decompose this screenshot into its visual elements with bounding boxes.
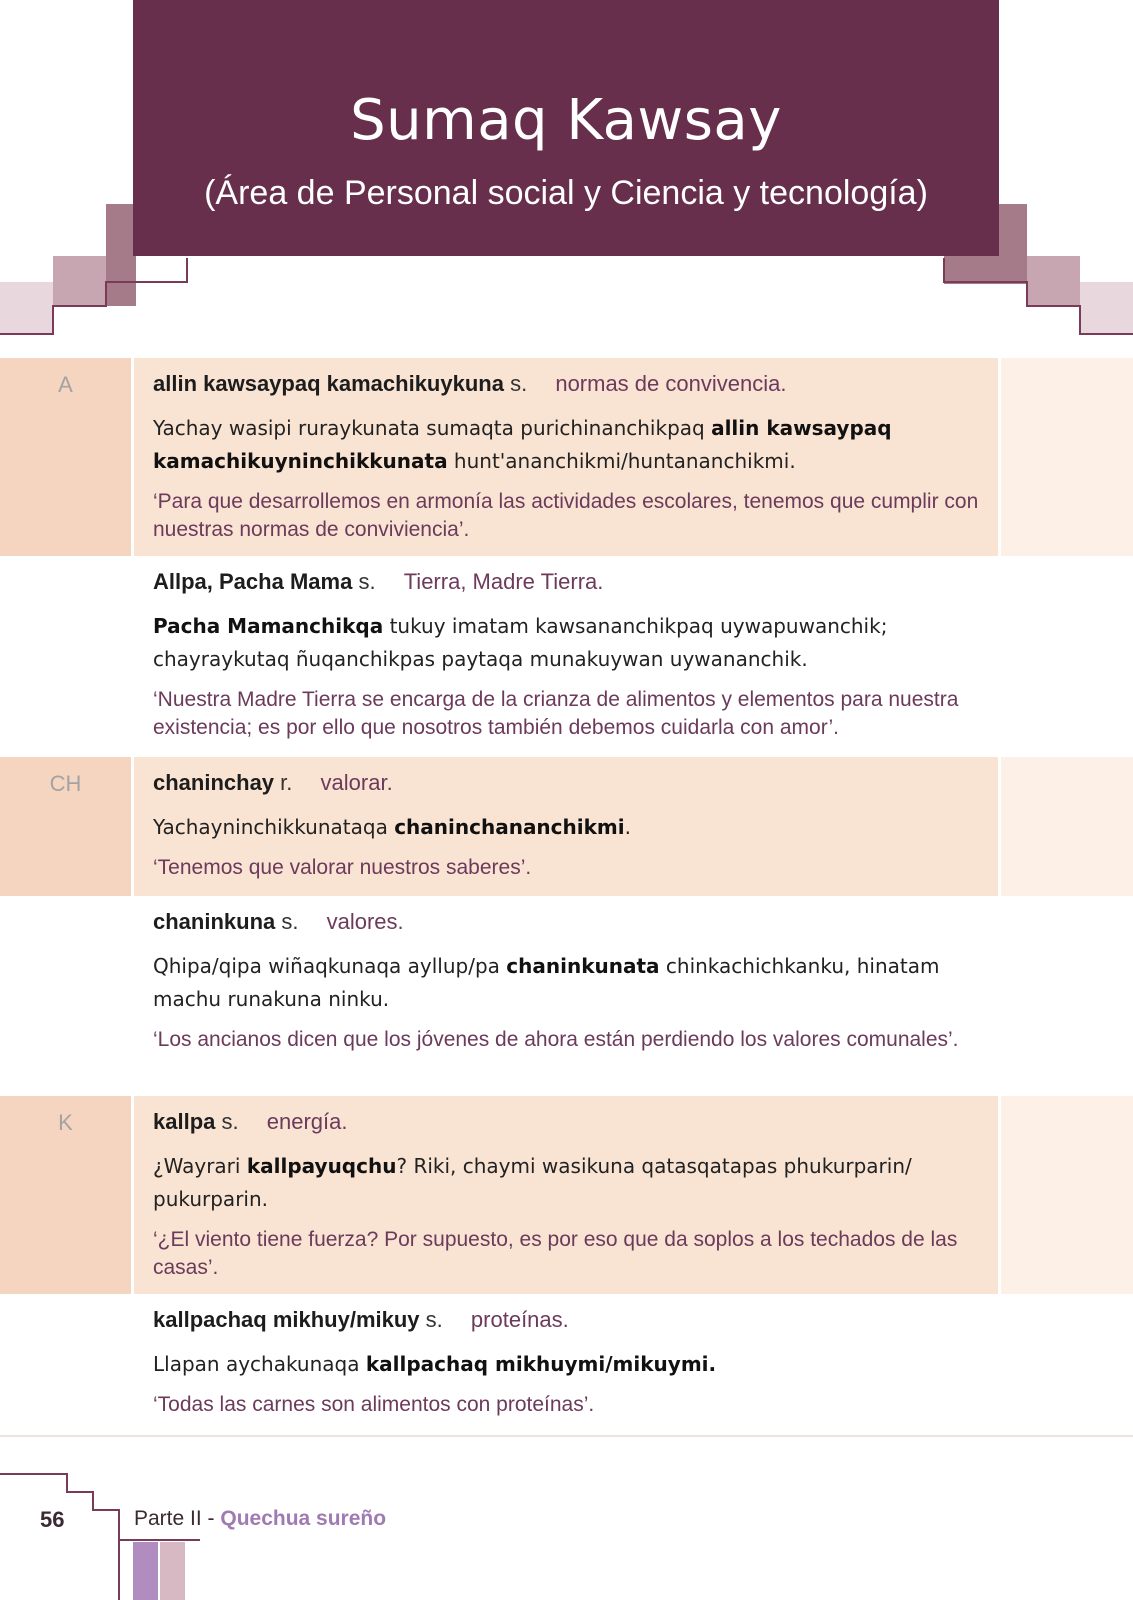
spanish-translation: ‘Todas las carnes son alimentos con proteínas’. [153,1393,595,1416]
footer-section-label [134,1507,386,1531]
right-margin-bg [1001,757,1133,896]
entry-term: chaninchay [153,770,275,795]
glossary-entry [0,757,1133,896]
entry-meaning: valorar. [320,770,393,795]
section-letter: K [58,1110,73,1135]
entry-term: kallpa [153,1109,216,1134]
entry-pos: s. [358,569,376,594]
entry-term: Allpa, Pacha Mama [153,569,353,594]
spanish-translation: ‘Tenemos que valorar nuestros saberes’. [153,856,532,879]
entry-term: kallpachaq mikhuy/mikuy [153,1307,420,1332]
glossary-entry [0,1294,1133,1434]
entry-headline [153,1108,998,1136]
entry-pos: s. [221,1109,239,1134]
quechua-example: Qhipa/qipa wiñaqkunaqa ayllup/pa chaninkunata chinkachichkanku, hinatam machu runakuna ninku. [153,954,940,1011]
page-number: 56 [40,1507,65,1532]
spanish-translation: ‘Los ancianos dicen que los jóvenes de ahora están perdiendo los valores comunales’. [153,1028,959,1051]
footer-divider [0,1435,1133,1437]
glossary-entry [0,896,1133,1096]
entry-pos: s. [281,909,299,934]
glossary-entry [0,1096,1133,1294]
entry-headline [153,568,998,596]
entry-meaning: Tierra, Madre Tierra. [403,569,604,594]
entry-term: chaninkuna [153,909,276,934]
section-letter: A [58,372,73,397]
spanish-translation: ‘Nuestra Madre Tierra se encarga de la crianza de alimentos y elementos para nuestra existencia; es por ello que nosotros también debemos cuidarla con amor’. [153,688,959,739]
entry-meaning: normas de convivencia. [555,371,787,396]
quechua-example: Llapan aychakunaqa kallpachaq mikhuymi/mikuymi. [153,1352,717,1376]
footer-part: Parte II - [134,1507,221,1530]
entry-headline [153,769,998,797]
quechua-example: Yachay wasipi ruraykunata sumaqta purichinanchikpaq allin kawsaypaq kamachikuyninchikkunata hunt'ananchikmi/huntananchikmi. [153,416,892,473]
entry-term: allin kawsaypaq kamachikuykuna [153,371,504,396]
footer-language: Quechua sureño [220,1507,387,1530]
entry-meaning: valores. [326,909,404,934]
glossary-entry [0,358,1133,556]
section-letter: CH [49,771,82,796]
spanish-translation: ‘¿El viento tiene fuerza? Por supuesto, es por eso que da soplos a los techados de las casas’. [153,1228,958,1279]
page-title: Sumaq Kawsay [350,88,782,153]
entry-pos: r. [280,770,293,795]
footer-step-decoration [0,1470,200,1600]
header-banner [133,0,999,256]
entry-meaning: energía. [266,1109,348,1134]
entry-headline [153,1306,998,1334]
entry-pos: s. [425,1307,443,1332]
entry-headline [153,908,998,936]
right-margin-bg [1001,1096,1133,1294]
quechua-example: Pacha Mamanchikqa tukuy imatam kawsananchikpaq uywapuwanchik; chayraykutaq ñuqanchikpas paytaqa munakuywan uywananchik. [153,614,888,671]
entry-headline [153,370,998,398]
entry-meaning: proteínas. [470,1307,569,1332]
quechua-example: Yachayninchikkunataqa chaninchananchikmi. [153,815,631,839]
entry-pos: s. [510,371,528,396]
glossary-entry [0,556,1133,757]
right-margin-bg [1001,358,1133,556]
page-subtitle: (Área de Personal social y Ciencia y tecnología) [204,174,928,212]
spanish-translation: ‘Para que desarrollemos en armonía las actividades escolares, tenemos que cumplir con nuestras normas de conviviencia’. [153,490,979,541]
quechua-example: ¿Wayrari kallpayuqchu? Riki, chaymi wasikuna qatasqatapas phukurparin/ pukurparin. [153,1154,912,1211]
